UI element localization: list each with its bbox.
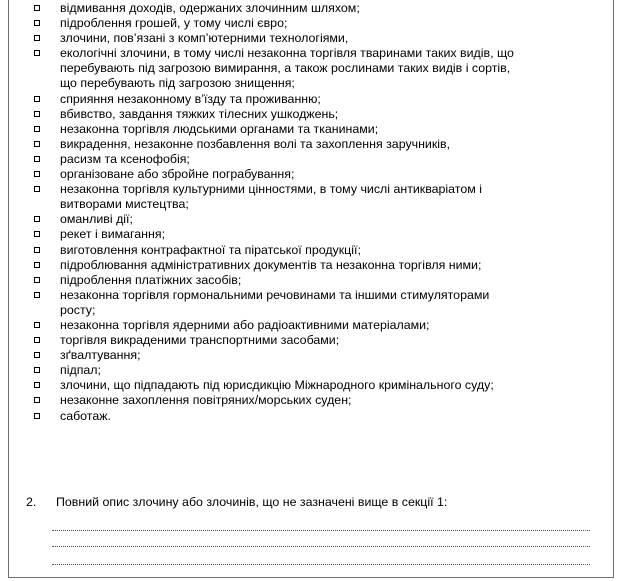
list-item: [34, 1, 594, 16]
list-item-text: підроблення платіжних засобів;: [60, 272, 242, 287]
checkbox-square-icon: [34, 382, 40, 388]
checkbox-square-icon: [34, 96, 40, 102]
list-item-text: рекет і вимагання;: [60, 227, 166, 242]
section-text: Повний опис злочину або злочинів, що не зазначені вище в секції 1:: [56, 495, 448, 509]
list-item-text: незаконна торгівля культурними цінностями, в тому числі антикваріатом і: [60, 182, 482, 197]
checkbox-square-icon: [34, 156, 40, 162]
list-item: [34, 363, 594, 378]
list-item: [34, 182, 594, 212]
list-item: [34, 31, 594, 46]
list-item: [34, 409, 594, 424]
list-item-text: саботаж.: [60, 408, 111, 423]
checkbox-square-icon: [34, 50, 40, 56]
list-item: [34, 16, 594, 31]
list-item-text: росту;: [60, 302, 96, 317]
checkbox-square-icon: [34, 231, 40, 237]
checkbox-square-icon: [34, 141, 40, 147]
list-item-text: незаконна торгівля гормональними речовинами та іншими стимуляторами: [60, 287, 490, 302]
checkbox-square-icon: [34, 292, 40, 298]
answer-line[interactable]: [52, 530, 590, 531]
list-item-text: відмивання доходів, одержаних злочинним шляхом;: [60, 1, 360, 15]
list-item: [34, 348, 594, 363]
list-item-text: оманливі дії;: [60, 212, 133, 227]
answer-line[interactable]: [52, 564, 590, 565]
checkbox-square-icon: [34, 247, 40, 253]
list-item-text: викрадення, незаконне позбавлення волі та захоплення заручників,: [60, 136, 451, 151]
list-item-text: незаконна торгівля людськими органами та тканинами;: [60, 121, 379, 136]
list-item-text: сприяння незаконному в’їзду та проживанню;: [60, 91, 321, 106]
list-item-text: торгівля викраденими транспортними засобами;: [60, 333, 340, 348]
list-item-text: витворами мистецтва;: [60, 197, 189, 212]
list-item-text: злочини, що підпадають під юрисдикцію Міжнародного кримінального суду;: [60, 378, 494, 393]
list-item: [34, 333, 594, 348]
checkbox-square-icon: [34, 5, 40, 11]
list-item-text: незаконне захоплення повітряних/морських суден;: [60, 393, 352, 408]
list-item: [34, 288, 594, 318]
checkbox-square-icon: [34, 367, 40, 373]
list-item-text: підроблювання адміністративних документів та незаконна торгівля ними;: [60, 257, 482, 272]
list-item: [34, 46, 594, 91]
section-2-heading: [26, 495, 447, 510]
checkbox-square-icon: [34, 262, 40, 268]
list-item-text: перебувають під загрозою вимирання, а також рослинами таких видів і сортів,: [60, 61, 511, 76]
list-item: [34, 167, 594, 182]
list-item-text: зґвалтування;: [60, 348, 141, 363]
list-item: [34, 227, 594, 242]
list-item-text: незаконна торгівля ядерними або радіоактивними матеріалами;: [60, 317, 430, 332]
checkbox-square-icon: [34, 277, 40, 283]
list-item: [34, 258, 594, 273]
answer-line[interactable]: [52, 546, 590, 547]
checkbox-square-icon: [34, 126, 40, 132]
checkbox-square-icon: [34, 397, 40, 403]
checkbox-square-icon: [34, 20, 40, 26]
list-item-text: злочини, пов’язані з комп’ютерними технологіями,: [60, 31, 349, 46]
checkbox-square-icon: [34, 171, 40, 177]
list-item: [34, 212, 594, 227]
checkbox-square-icon: [34, 216, 40, 222]
list-item-text: вбивство, завдання тяжких тілесних ушкоджень;: [60, 106, 339, 121]
checkbox-square-icon: [34, 352, 40, 358]
list-item: [34, 273, 594, 288]
list-item-text: підпал;: [60, 363, 101, 378]
list-item: [34, 318, 594, 333]
list-item-text: екологічні злочини, в тому числі незаконна торгівля тваринами таких видів, що: [60, 46, 514, 61]
list-item: [34, 122, 594, 137]
list-item-text: організоване або збройне пограбування;: [60, 167, 295, 182]
list-item-text: виготовлення контрафактної та піратської продукції;: [60, 242, 361, 257]
checkbox-square-icon: [34, 322, 40, 328]
list-item-text: расизм та ксенофобія;: [60, 151, 190, 166]
list-item: [34, 92, 594, 107]
section-number: 2.: [26, 495, 37, 509]
checkbox-square-icon: [34, 413, 40, 419]
list-item: [34, 107, 594, 122]
list-item: [34, 378, 594, 393]
list-item-text: що перебувають під загрозою знищення;: [60, 76, 295, 91]
offence-list: [34, 1, 594, 424]
checkbox-square-icon: [34, 186, 40, 192]
checkbox-square-icon: [34, 35, 40, 41]
checkbox-square-icon: [34, 337, 40, 343]
list-item-text: підроблення грошей, у тому числі євро;: [60, 16, 288, 31]
list-item: [34, 243, 594, 258]
list-item: [34, 137, 594, 152]
list-item: [34, 152, 594, 167]
list-item: [34, 393, 594, 408]
checkbox-square-icon: [34, 111, 40, 117]
